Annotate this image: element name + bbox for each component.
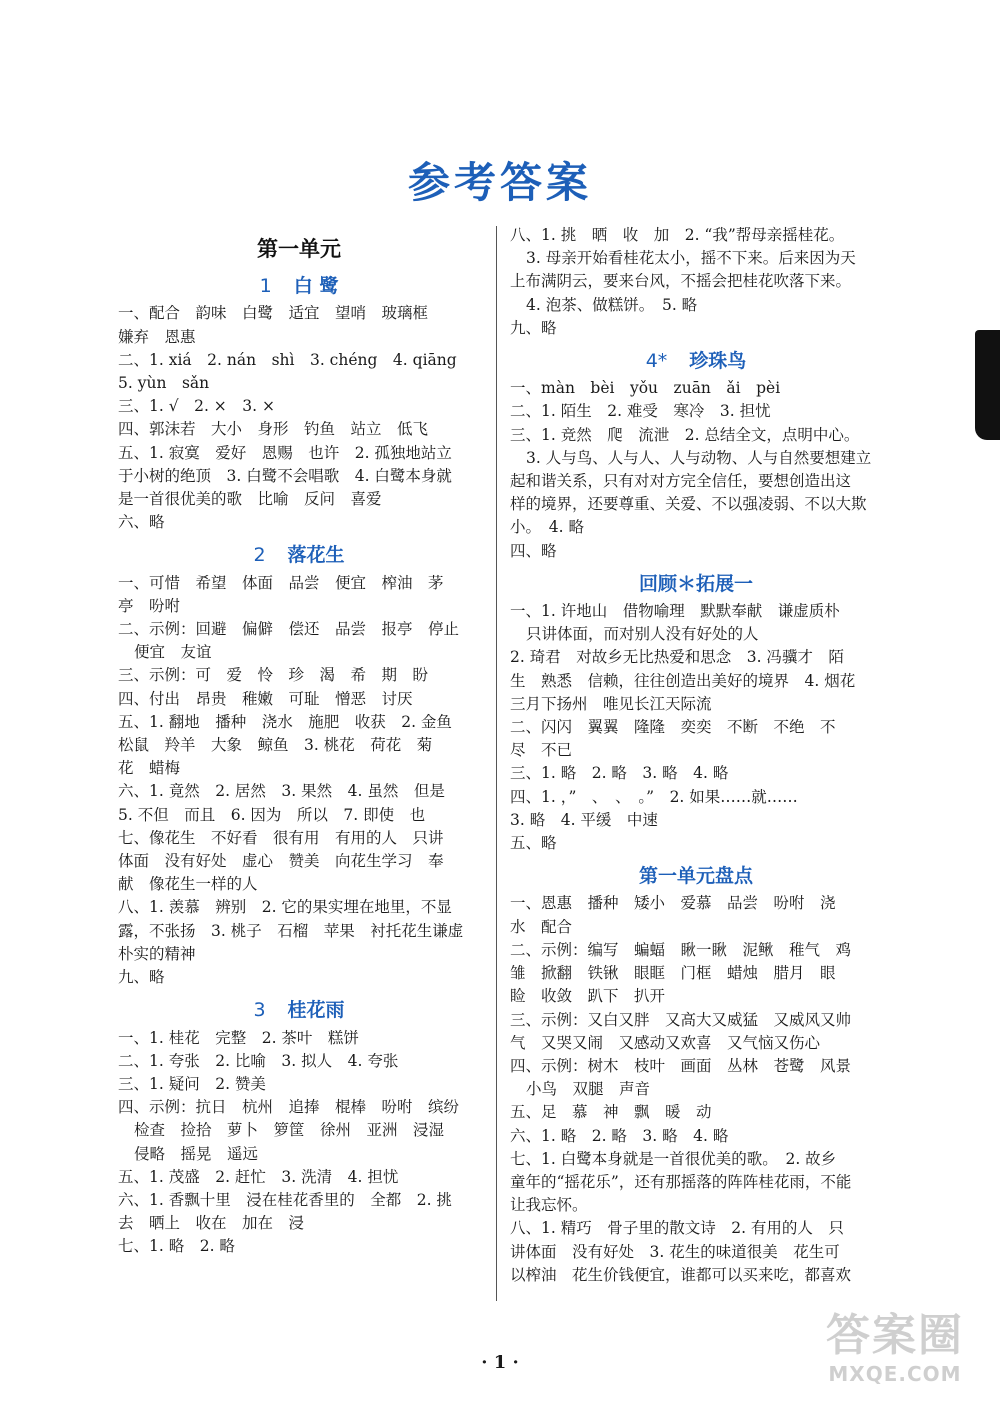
answer-line: 五、1. 茂盛 2. 赶忙 3. 洗清 4. 担忧 <box>118 1167 399 1186</box>
lesson-name: 落花生 <box>287 544 345 567</box>
answer-line: 水 配合 <box>510 917 573 936</box>
answer-line: 一、màn bèi yǒu zuān ǎi pèi <box>510 379 781 398</box>
answer-line: 尽 不已 <box>510 741 573 760</box>
answer-line: 献 像花生一样的人 <box>118 875 258 894</box>
lesson-title <box>510 350 882 373</box>
answer-line: 四、示例：树木 枝叶 画面 丛林 苍鹭 风景 <box>510 1056 852 1075</box>
answer-line: 四、郭沫若 大小 身形 钓鱼 站立 低飞 <box>118 420 429 439</box>
answer-line: 八、1. 精巧 骨子里的散文诗 2. 有用的人 只 <box>510 1219 844 1238</box>
answer-line: 以榨油 花生价钱便宜，谁都可以买来吃，都喜欢 <box>510 1265 852 1284</box>
answer-line: 三、示例：又白又胖 又高大又威猛 又威风又帅 <box>510 1010 852 1029</box>
page-title: 参考答案 <box>407 158 592 207</box>
answer-line: 生 熟悉 信赖，往往创造出美好的境界 4. 烟花 <box>510 671 856 690</box>
lesson-number: 3 <box>253 999 266 1022</box>
answer-column-right <box>510 224 882 1287</box>
answer-line: 三、1. 疑问 2. 赞美 <box>118 1074 266 1093</box>
answer-line: 小鸟 双腿 声音 <box>526 1080 651 1099</box>
answer-line: 五、1. 翻地 播种 浇水 施肥 收获 2. 金鱼 <box>118 712 452 731</box>
answer-line: 讲体面 没有好处 3. 花生的味道很美 花生可 <box>510 1242 840 1261</box>
lesson-name: 回顾＊拓展一 <box>638 572 753 595</box>
lesson-name: 珍珠鸟 <box>689 350 747 373</box>
answer-line: 5. yùn sǎn <box>118 374 210 393</box>
answer-line: 二、1. xiá 2. nán shì 3. chéng 4. qiāng <box>118 350 457 369</box>
answer-line: 六、1. 香飘十里 浸在桂花香里的 全都 2. 挑 <box>118 1190 452 1209</box>
answer-line: 气 又哭又闹 又感动又欢喜 又气恼又伤心 <box>510 1033 821 1052</box>
answer-line: 体面 没有好处 虚心 赞美 向花生学习 奉 <box>118 852 444 871</box>
lesson-number: 4* <box>645 350 668 373</box>
answer-line: 睑 收敛 趴下 扒开 <box>510 987 666 1006</box>
answer-line: 嫌弃 恩惠 <box>118 327 196 346</box>
answer-line: 六、1. 竟然 2. 居然 3. 果然 4. 虽然 但是 <box>118 782 445 801</box>
answer-line: 二、闪闪 翼翼 隆隆 奕奕 不断 不绝 不 <box>510 718 836 737</box>
answer-line: 二、1. 陌生 2. 难受 寒冷 3. 担忧 <box>510 402 771 421</box>
answer-line: 于小树的绝顶 3. 白鹭不会唱歌 4. 白鹭本身就 <box>118 466 452 485</box>
answer-line: 朴实的精神 <box>118 944 196 963</box>
answer-line: 便宜 友谊 <box>134 643 212 662</box>
answer-line: 亭 吩咐 <box>118 596 181 615</box>
answer-line: 八、1. 挑 晒 收 加 2. “我”帮母亲摇桂花。 <box>510 226 845 244</box>
lesson-name: 桂花雨 <box>287 999 345 1022</box>
answer-line: 三、1. 竞然 爬 流泄 2. 总结全文，点明中心。 <box>510 425 860 444</box>
answer-line: 侵略 摇晃 遥远 <box>134 1144 259 1163</box>
column-divider <box>496 226 497 1301</box>
answer-line: 一、1. 许地山 借物喻理 默默奉献 谦虚质朴 <box>510 602 840 621</box>
answer-line: 四、示例：抗日 杭州 追捧 棍棒 吩咐 缤纷 <box>118 1098 460 1117</box>
answer-line: 二、示例：编写 蝙蝠 瞅一瞅 泥鳅 稚气 鸡 <box>510 940 852 959</box>
answer-line: 二、1. 夸张 2. 比喻 3. 拟人 4. 夸张 <box>118 1051 399 1070</box>
answer-line: 四、1. ，” 、 、 。” 2. 如果……就…… <box>510 787 798 806</box>
answer-line: 七、1. 略 2. 略 <box>118 1237 235 1256</box>
lesson-number: 2 <box>253 544 266 567</box>
watermark-logo <box>800 1310 990 1402</box>
answer-line: 五、足 慕 神 飘 暖 动 <box>510 1103 712 1122</box>
answer-line: 童年的“摇花乐”，还有那摇落的阵阵桂花雨，不能 <box>510 1172 852 1191</box>
answer-line: 3. 略 4. 平缓 中速 <box>510 810 658 829</box>
answer-line: 四、略 <box>510 541 557 560</box>
answer-line: 二、示例：回避 偏僻 偿还 品尝 报亭 停止 <box>118 620 460 639</box>
answer-line: 去 晒上 收在 加在 浸 <box>118 1214 305 1233</box>
answer-line: 八、1. 羡慕 辨别 2. 它的果实埋在地里，不显 <box>118 898 452 917</box>
answer-line: 5. 不但 而且 6. 因为 所以 7. 即使 也 <box>118 805 426 824</box>
answer-line: 一、1. 桂花 完整 2. 茶叶 糕饼 <box>118 1028 359 1047</box>
answer-line: 小。 4. 略 <box>510 518 584 537</box>
page-number: · 1 · <box>481 1352 519 1373</box>
lesson-number: 1 <box>259 275 272 298</box>
answer-line: 三、示例：可 爱 怜 珍 渴 希 期 盼 <box>118 666 429 685</box>
lesson-name: 白 鹭 <box>293 275 339 298</box>
answer-line: 花 蜡梅 <box>118 759 181 778</box>
lesson-title <box>510 865 882 888</box>
answer-line: 三月下扬州 唯见长江天际流 <box>510 694 712 713</box>
answer-line: 一、可惜 希望 体面 品尝 便宜 榨油 茅 <box>118 573 444 592</box>
answer-line: 三、1. √ 2. × 3. × <box>118 397 275 416</box>
answer-line: 样的境界，还要尊重、关爱、不以强凌弱、不以大欺 <box>510 495 867 514</box>
answer-line: 七、像花生 不好看 很有用 有用的人 只讲 <box>118 828 444 847</box>
answer-line: 五、略 <box>510 834 557 853</box>
answer-line: 九、略 <box>118 968 165 987</box>
answer-line: 是一首很优美的歌 比喻 反问 喜爱 <box>118 490 382 509</box>
answer-line: 六、略 <box>118 513 165 532</box>
answer-line: 一、配合 韵味 白鹭 适宜 望哨 玻璃框 <box>118 304 429 323</box>
answer-line: 七、1. 白鹭本身就是一首很优美的歌。 2. 故乡 <box>510 1149 837 1168</box>
watermark-site: MXQE.COM <box>828 1362 962 1386</box>
answer-line: 4. 泡茶、做糕饼。 5. 略 <box>526 295 698 314</box>
binding-mark <box>975 330 1000 440</box>
answer-line: 检查 捡拾 萝卜 箩筐 徐州 亚洲 浸湿 <box>134 1121 445 1140</box>
lesson-title <box>118 275 480 298</box>
answer-line: 六、1. 略 2. 略 3. 略 4. 略 <box>510 1126 729 1145</box>
answer-line: 让我忘怀。 <box>510 1196 588 1215</box>
answer-line: 五、1. 寂寞 爱好 恩赐 也许 2. 孤独地站立 <box>118 443 452 462</box>
answer-column-left <box>118 224 480 1259</box>
lesson-name: 第一单元盘点 <box>638 865 753 888</box>
watermark-mark: 答案圈 <box>826 1310 964 1361</box>
lesson-title <box>118 999 480 1022</box>
answer-line: 九、略 <box>510 318 557 337</box>
answer-line: 雏 掀翻 铁锹 眼眶 门框 蜡烛 腊月 眼 <box>510 964 836 983</box>
answer-line: 3. 母亲开始看桂花太小，摇不下来。后来因为天 <box>526 249 856 268</box>
answer-line: 3. 人与鸟、人与人、人与动物、人与自然要想建立 <box>526 448 872 467</box>
answer-line: 上布满阴云，要来台风，不摇会把桂花吹落下来。 <box>510 272 852 291</box>
lesson-title <box>118 544 480 567</box>
answer-line: 2. 琦君 对故乡无比热爱和思念 3. 冯骥才 陌 <box>510 648 844 667</box>
answer-line: 露，不张扬 3. 桃子 石榴 苹果 衬托花生谦虚 <box>118 921 464 940</box>
answer-line: 起和谐关系，只有对对方完全信任，要想创造出这 <box>510 472 852 491</box>
unit-title: 第一单元 <box>257 237 341 261</box>
answer-line: 四、付出 昂贵 稚嫩 可耻 憎恶 讨厌 <box>118 689 413 708</box>
answer-line: 松鼠 羚羊 大象 鲸鱼 3. 桃花 荷花 菊 <box>118 736 433 755</box>
answer-line: 三、1. 略 2. 略 3. 略 4. 略 <box>510 764 729 783</box>
lesson-title <box>510 573 882 596</box>
answer-line: 一、恩惠 播种 矮小 爱慕 品尝 吩咐 浇 <box>510 894 836 913</box>
answer-line: 只讲体面，而对别人没有好处的人 <box>526 625 759 644</box>
